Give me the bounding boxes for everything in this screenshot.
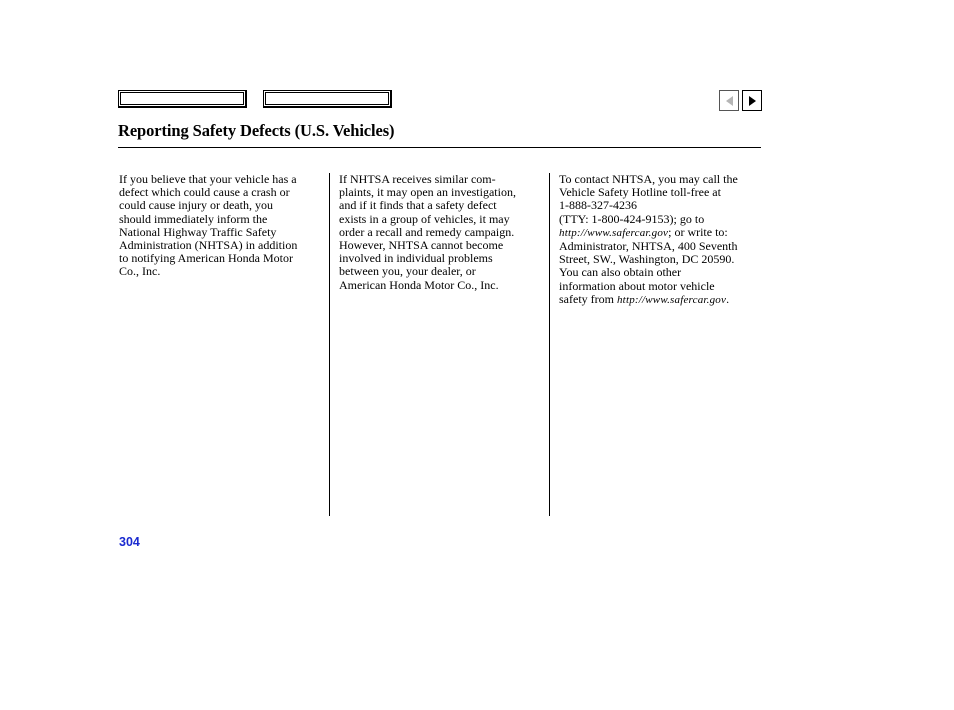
text-line: between you, your dealer, or (339, 264, 476, 279)
text-line: plaints, it may open an investigation, (339, 185, 516, 200)
text-column-2 (339, 173, 549, 292)
text-line: to notifying American Honda Motor (119, 251, 293, 266)
text-line: could cause injury or death, you (119, 198, 273, 213)
column-divider (549, 173, 550, 516)
paragraph-contact-nhtsa (559, 173, 769, 307)
hotline-number: 1-888-327-4236 (559, 198, 637, 213)
text-line: Administration (NHTSA) in addition (119, 238, 298, 253)
text-line (559, 226, 769, 240)
text-column-3 (559, 173, 769, 307)
text-line: To contact NHTSA, you may call the (559, 172, 738, 186)
text-line: should immediately inform the (119, 211, 268, 226)
text-line: order a recall and remedy campaign. (339, 224, 515, 239)
text-line: and if it finds that a safety defect (339, 198, 497, 213)
nav-button-index[interactable] (263, 90, 392, 108)
text-line (559, 293, 769, 307)
page-number: 304 (119, 535, 140, 549)
paragraph-report-defect (119, 173, 329, 279)
safercar-link[interactable]: http://www.safercar.gov (559, 226, 669, 239)
text-fragment: safety from (559, 291, 617, 306)
triangle-right-icon (749, 96, 756, 106)
column-divider (329, 173, 330, 516)
address-line: Street, SW., Washington, DC 20590. (559, 252, 735, 267)
paragraph-nhtsa-investigation (339, 173, 549, 292)
text-line: defect which could cause a crash or (119, 185, 290, 200)
triangle-left-icon (726, 96, 733, 106)
text-line: American Honda Motor Co., Inc. (339, 277, 499, 292)
text-line: Co., Inc. (119, 264, 161, 279)
next-page-button[interactable] (742, 90, 762, 111)
text-line: Vehicle Safety Hotline toll-free at (559, 185, 721, 200)
address-line: Administrator, NHTSA, 400 Seventh (559, 239, 738, 254)
tty-number: (TTY: 1-800-424-9153); go to (559, 211, 705, 226)
safercar-link[interactable]: http://www.safercar.gov (616, 293, 727, 306)
text-line: However, NHTSA cannot become (339, 238, 504, 253)
nav-button-main-menu[interactable] (118, 90, 247, 108)
text-line: If you believe that your vehicle has a (119, 172, 297, 186)
text-line: exists in a group of vehicles, it may (339, 211, 510, 226)
page-title: Reporting Safety Defects (U.S. Vehicles) (118, 121, 395, 140)
text-line: involved in individual problems (339, 251, 493, 266)
text-line: You can also obtain other (559, 265, 682, 280)
text-line: National Highway Traffic Safety (119, 224, 277, 239)
text-fragment: . (726, 291, 730, 306)
text-fragment: ; or write to: (668, 224, 728, 239)
text-column-1 (119, 173, 329, 279)
text-line: information about motor vehicle (559, 278, 715, 293)
text-line: If NHTSA receives similar com- (339, 172, 496, 186)
previous-page-button[interactable] (719, 90, 739, 111)
title-divider (118, 147, 761, 148)
